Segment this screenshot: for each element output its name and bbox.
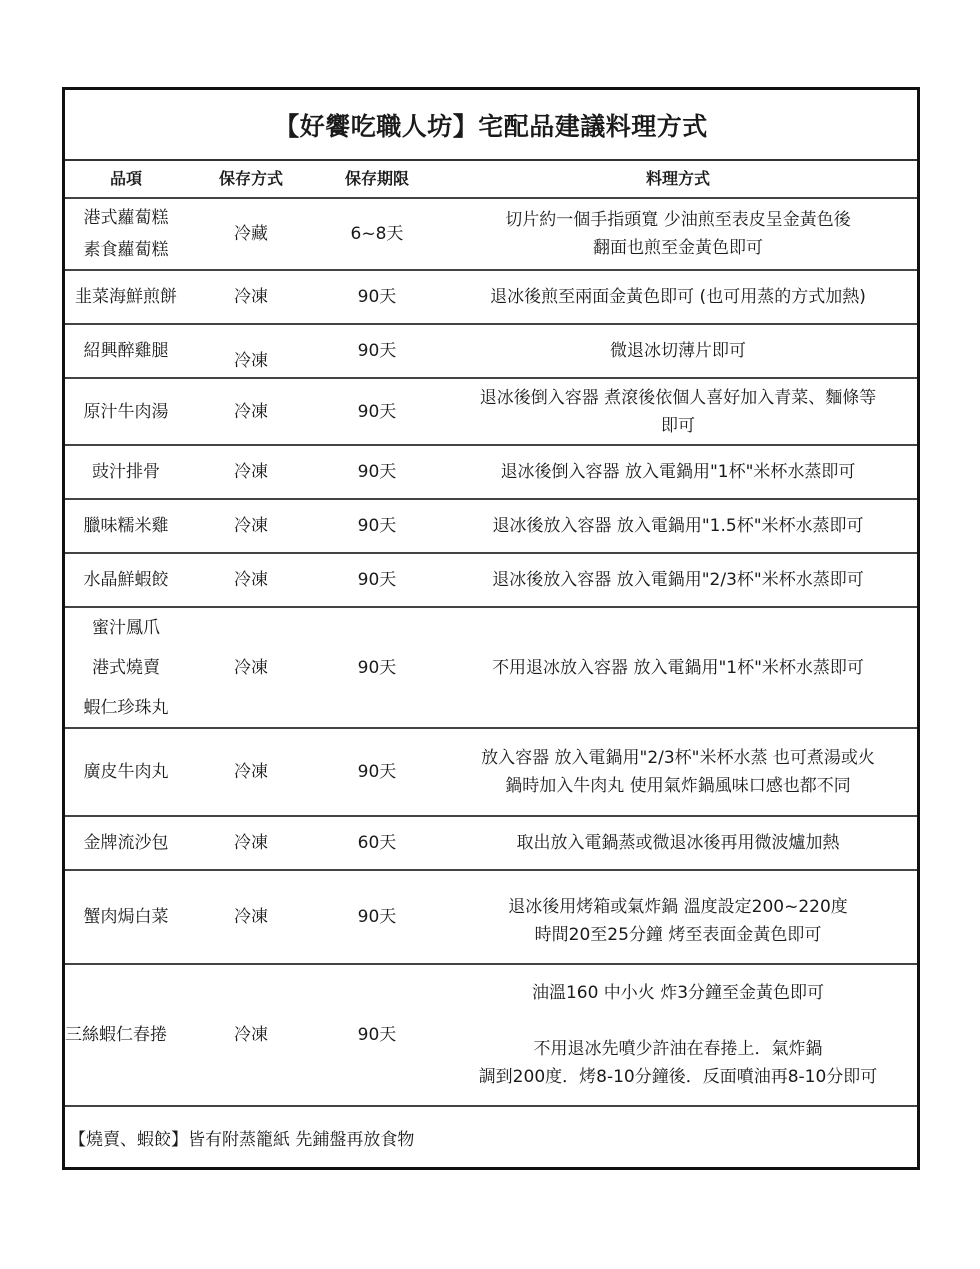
cooking-line: 鍋時加入牛肉丸 使用氣炸鍋風味口感也都不同: [505, 776, 851, 796]
table-row: [65, 446, 917, 500]
cooking-line: 微退冰切薄片即可: [610, 341, 746, 361]
storage-cell: 冷凍: [234, 658, 268, 678]
shelf-life-cell: 90天: [357, 401, 397, 422]
item-name-cell: [65, 829, 187, 857]
header-item: 品項: [109, 169, 142, 188]
storage-cell: 冷凍: [234, 401, 268, 422]
cooking-line: 即可: [661, 415, 695, 436]
cooking-cell: [439, 744, 917, 800]
item-name: 水晶鮮蝦餃: [83, 570, 169, 590]
shelf-life-cell: 90天: [357, 462, 397, 482]
cooking-line: 翻面也煎至金黃色即可: [593, 238, 763, 258]
footnote-text: 【燒賣、蝦餃】皆有附蒸籠紙 先鋪盤再放食物: [69, 1129, 415, 1150]
item-name: 原汁牛肉湯: [83, 401, 169, 422]
item-name-cell: [65, 903, 187, 931]
cooking-line: 油溫160 中小火 炸3分鐘至金黃色即可: [531, 983, 825, 1003]
table-row: [65, 871, 917, 965]
item-name: 紹興醉雞腿: [83, 341, 169, 361]
cooking-line: 退冰後用烤箱或氣炸鍋 溫度設定200~220度: [508, 897, 848, 917]
storage-cell: 冷凍: [234, 762, 268, 782]
header-storage: 保存方式: [218, 169, 283, 188]
item-name: 港式蘿蔔糕: [83, 208, 169, 228]
cooking-cell: [439, 979, 917, 1091]
storage-cell: 冷藏: [234, 224, 268, 244]
shelf-life-cell: 90天: [357, 658, 397, 678]
shelf-life-cell: 90天: [357, 341, 397, 361]
cooking-line: 退冰後放入容器 放入電鍋用"2/3杯"米杯水蒸即可: [492, 570, 864, 590]
item-name: 臘味糯米雞: [83, 516, 169, 536]
cooking-line: 取出放入電鍋蒸或微退冰後再用微波爐加熱: [516, 833, 840, 853]
cooking-cell: [439, 206, 917, 262]
cooking-line: 調到200度．烤8-10分鐘後．反面噴油再8-10分即可: [478, 1067, 878, 1087]
header-shelf-life: 保存期限: [344, 169, 409, 188]
table-row: [65, 271, 917, 325]
cooking-line: 放入容器 放入電鍋用"2/3杯"米杯水蒸 也可煮湯或火: [481, 748, 875, 768]
storage-cell: 冷凍: [234, 287, 268, 307]
item-name-cell: [65, 1021, 187, 1049]
shelf-life-cell: 90天: [357, 516, 397, 536]
table-header-row: [65, 161, 917, 199]
table-row: [65, 554, 917, 608]
item-name-cell: [65, 758, 187, 786]
item-name-cell: [65, 398, 187, 426]
cooking-cell: [439, 458, 917, 486]
item-name-cell: [65, 512, 187, 540]
item-name: 素食蘿蔔糕: [83, 240, 169, 260]
shelf-life-cell: 90天: [357, 1025, 397, 1045]
cooking-line: 退冰後煎至兩面金黃色即可 (也可用蒸的方式加熱): [490, 287, 866, 307]
storage-cell: 冷凍: [234, 351, 268, 371]
storage-cell: 冷凍: [234, 570, 268, 590]
table-row: [65, 608, 917, 729]
table-row: [65, 325, 917, 379]
storage-cell: 冷凍: [234, 516, 268, 536]
item-name-cell: [65, 202, 187, 266]
item-name: 金牌流沙包: [83, 833, 169, 853]
item-name: 豉汁排骨: [92, 462, 160, 482]
cooking-cell: [439, 871, 917, 949]
item-name: 廣皮牛肉丸: [83, 762, 169, 782]
table-row: [65, 729, 917, 817]
cooking-cell: [439, 325, 917, 365]
item-name-cell: [65, 283, 187, 311]
document-title: 【好饗吃職人坊】宅配品建議料理方式: [65, 90, 917, 161]
table-row: [65, 817, 917, 871]
shelf-life-cell: 90天: [357, 287, 397, 307]
table-row: [65, 379, 917, 446]
shelf-life-cell: 60天: [357, 833, 397, 853]
item-name: 蜜汁鳳爪: [92, 618, 160, 638]
shelf-life-cell: 6~8天: [350, 224, 404, 244]
item-name-cell: [65, 608, 187, 728]
item-name-cell: [65, 566, 187, 594]
shelf-life-cell: 90天: [357, 570, 397, 590]
cooking-cell: [439, 283, 917, 311]
item-name-cell: [65, 458, 187, 486]
table-row: [65, 500, 917, 554]
cooking-line: 不用退冰先噴少許油在春捲上．氣炸鍋: [533, 1039, 823, 1059]
cooking-cell: [439, 654, 917, 682]
shelf-life-cell: 90天: [357, 762, 397, 782]
storage-cell: 冷凍: [234, 1025, 268, 1045]
header-cooking: 料理方式: [645, 169, 710, 188]
cooking-cell: [439, 512, 917, 540]
item-name: 港式燒賣: [92, 658, 160, 678]
table-row: [65, 965, 917, 1107]
item-name: 蟹肉焗白菜: [83, 907, 169, 927]
item-name: 蝦仁珍珠丸: [83, 698, 169, 718]
cooking-guide-table: [62, 87, 920, 1170]
cooking-line: 不用退冰放入容器 放入電鍋用"1杯"米杯水蒸即可: [492, 658, 864, 678]
item-name: 三絲蝦仁春捲: [65, 1025, 167, 1045]
shelf-life-cell: 90天: [357, 907, 397, 927]
cooking-cell: [439, 829, 917, 857]
table-row: [65, 199, 917, 271]
footnote: [65, 1107, 917, 1167]
cooking-cell: [439, 384, 917, 440]
cooking-line: 退冰後倒入容器 放入電鍋用"1杯"米杯水蒸即可: [500, 462, 856, 482]
storage-cell: 冷凍: [234, 907, 268, 927]
cooking-line: 退冰後倒入容器 煮滾後依個人喜好加入青菜、麵條等: [479, 387, 877, 408]
cooking-line: 切片約一個手指頭寬 少油煎至表皮呈金黃色後: [505, 210, 851, 230]
item-name: 韭菜海鮮煎餅: [75, 287, 177, 307]
storage-cell: 冷凍: [234, 833, 268, 853]
cooking-line: 退冰後放入容器 放入電鍋用"1.5杯"米杯水蒸即可: [492, 516, 864, 536]
cooking-line: 時間20至25分鐘 烤至表面金黃色即可: [534, 925, 822, 945]
storage-cell: 冷凍: [234, 462, 268, 482]
item-name-cell: [65, 325, 187, 365]
cooking-cell: [439, 566, 917, 594]
